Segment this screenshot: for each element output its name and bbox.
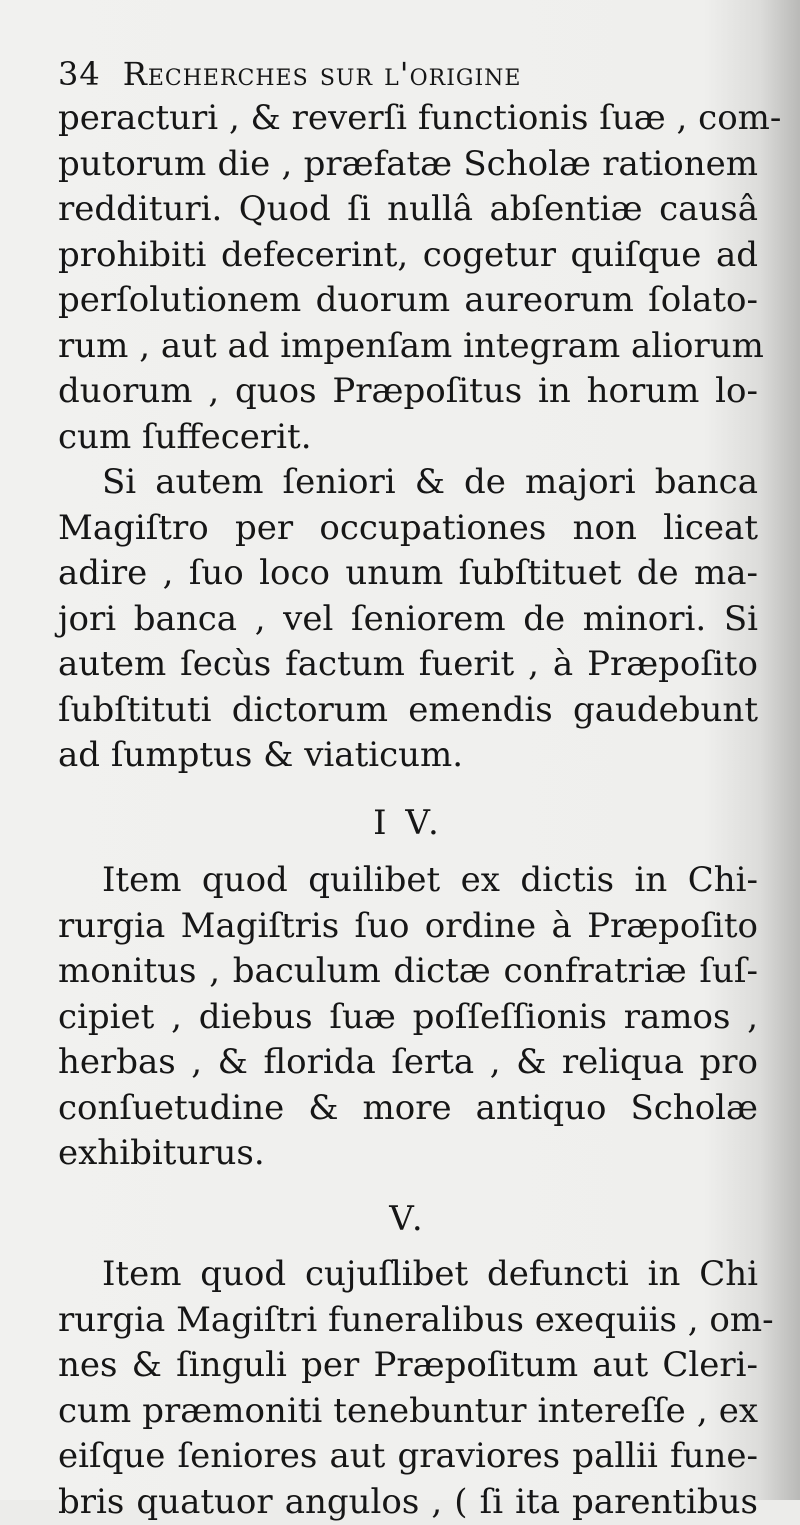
text-line: peracturi , & reverſi functionis ſuæ , com-: [58, 96, 758, 142]
text-line: rurgia Magiſtris ſuo ordine à Præpoſito: [58, 904, 758, 950]
text-line: prohibiti defecerint, cogetur quiſque ad: [58, 233, 758, 279]
text-line: cipiet , diebus ſuæ poſſeſſionis ramos ,: [58, 995, 758, 1041]
text-line: monitus , baculum dictæ confratriæ ſuſ-: [58, 949, 758, 995]
paragraph-si-autem: [58, 460, 758, 779]
text-line: rum , aut ad impenſam integram aliorum: [58, 324, 758, 370]
text-line: cum præmoniti tenebuntur intereſſe , ex: [58, 1389, 758, 1435]
text-line: duorum , quos Præpoſitus in horum lo-: [58, 369, 758, 415]
paragraph-iv: [58, 858, 758, 1177]
text-line: Item quod quilibet ex dictis in Chi-: [58, 858, 758, 904]
text-line: nes & ſinguli per Præpoſitum aut Cleri-: [58, 1343, 758, 1389]
text-line: bris quatuor angulos , ( ſi ita parentibus: [58, 1480, 758, 1525]
text-line: Magiſtro per occupationes non liceat: [58, 506, 758, 552]
text-line: ad ſumptus & viaticum.: [58, 733, 758, 779]
text-line: exhibiturus.: [58, 1131, 758, 1177]
text-line: ſubſtituti dictorum emendis gaudebunt: [58, 688, 758, 734]
text-line: adire , ſuo loco unum ſubſtituet de ma-: [58, 551, 758, 597]
text-line: autem ſecùs factum fuerit , à Præpoſito: [58, 642, 758, 688]
running-title: Recherches sur l'origine: [123, 55, 522, 93]
text-line: conſuetudine & more antiquo Scholæ: [58, 1086, 758, 1132]
text-line: cum ſuffecerit.: [58, 415, 758, 461]
text-line: reddituri. Quod ſi nullâ abſentiæ causâ: [58, 187, 758, 233]
paragraph-v: [58, 1252, 758, 1525]
text-line: Si autem ſeniori & de majori banca: [58, 460, 758, 506]
page-number: 34: [58, 55, 101, 93]
text-line: perſolutionem duorum aureorum ſolato-: [58, 278, 758, 324]
text-line: eiſque ſeniores aut graviores pallii fune-: [58, 1434, 758, 1480]
text-line: herbas , & florida ſerta , & reliqua pro: [58, 1040, 758, 1086]
running-head: [58, 52, 758, 96]
text-line: putorum die , præfatæ Scholæ rationem: [58, 142, 758, 188]
text-line: jori banca , vel ſeniorem de minori. Si: [58, 597, 758, 643]
paragraph-continuation: [58, 96, 758, 460]
text-line: rurgia Magiſtri funeralibus exequiis , om-: [58, 1298, 758, 1344]
section-heading-iv: I V.: [58, 801, 758, 847]
text-block: [58, 52, 758, 1525]
text-line: Item quod cujuſlibet defuncti in Chi: [58, 1252, 758, 1298]
section-heading-v: V.: [58, 1197, 758, 1243]
